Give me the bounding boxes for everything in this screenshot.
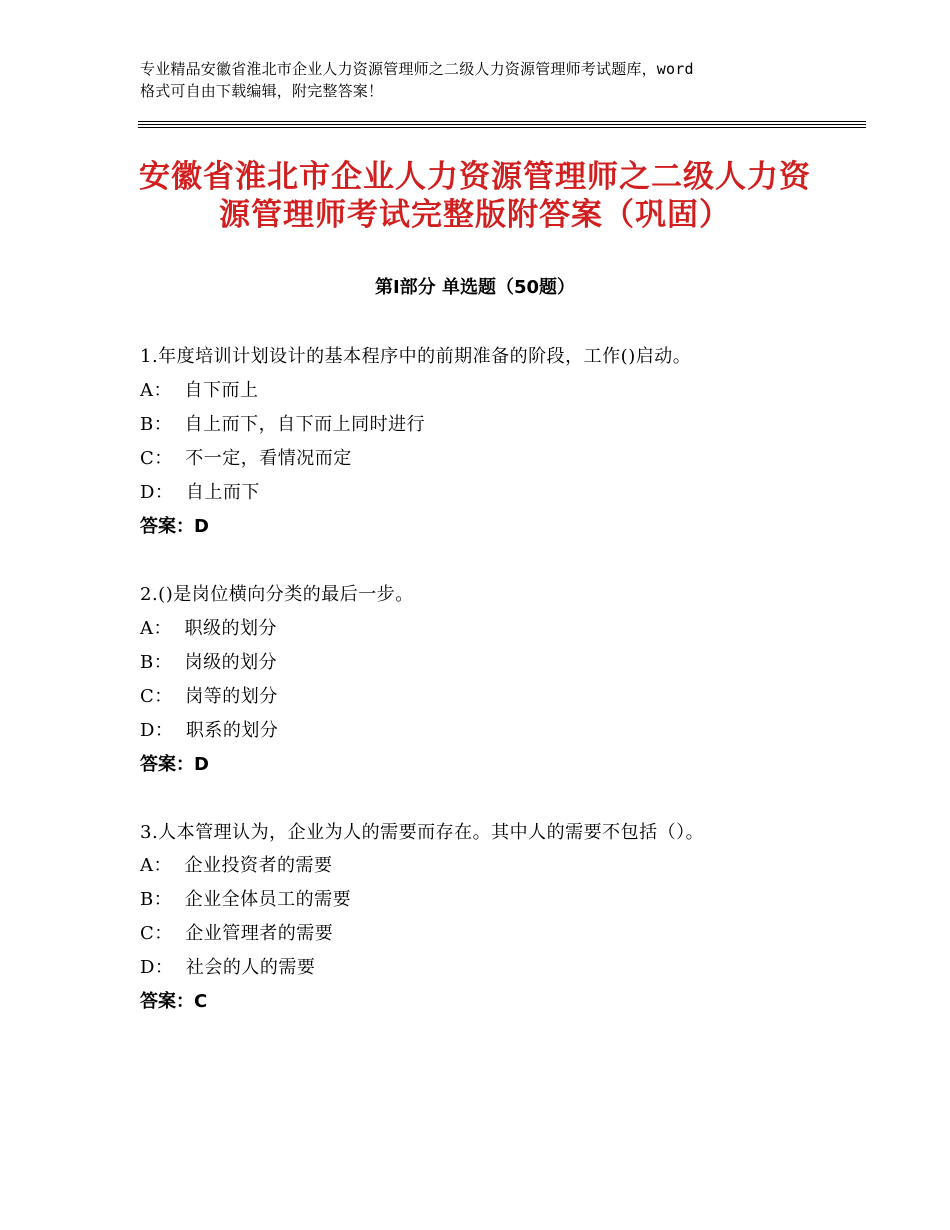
header-note: 专业精品安徽省淮北市企业人力资源管理师之二级人力资源管理师考试题库，word 格式可自由下载编辑，附完整答案！ — [140, 60, 694, 100]
question-list — [140, 340, 820, 1053]
document-title: 安徽省淮北市企业人力资源管理师之二级人力资源管理师考试完整版附答案（巩固） — [139, 159, 811, 233]
section-title: 第Ⅰ部分 单选题（50题） — [374, 277, 575, 298]
option-a: A： 自下而上 — [140, 380, 259, 401]
question-1 — [140, 340, 820, 544]
answer: 答案：C — [140, 991, 208, 1012]
option-c: C： 企业管理者的需要 — [140, 923, 334, 944]
option-b: B： 自上而下，自下而上同时进行 — [140, 414, 426, 435]
question-stem: 1.年度培训计划设计的基本程序中的前期准备的阶段，工作()启动。 — [140, 346, 692, 367]
answer: 答案：D — [140, 754, 209, 775]
header-divider — [138, 127, 866, 128]
option-d: D： 自上而下 — [140, 482, 260, 503]
option-b: B： 岗级的划分 — [140, 652, 278, 673]
option-b: B： 企业全体员工的需要 — [140, 889, 352, 910]
question-stem: 2.()是岗位横向分类的最后一步。 — [140, 584, 414, 605]
answer: 答案：D — [140, 516, 209, 537]
question-stem: 3.人本管理认为，企业为人的需要而存在。其中人的需要不包括（）。 — [140, 822, 705, 843]
header-divider — [138, 121, 866, 122]
option-c: C： 不一定，看情况而定 — [140, 448, 352, 469]
question-2 — [140, 578, 820, 782]
option-a: A： 职级的划分 — [140, 618, 277, 639]
option-d: D： 社会的人的需要 — [140, 957, 316, 978]
option-a: A： 企业投资者的需要 — [140, 855, 333, 876]
option-c: C： 岗等的划分 — [140, 686, 278, 707]
question-3 — [140, 816, 820, 1019]
header-divider — [138, 124, 866, 125]
option-d: D： 职系的划分 — [140, 720, 279, 741]
